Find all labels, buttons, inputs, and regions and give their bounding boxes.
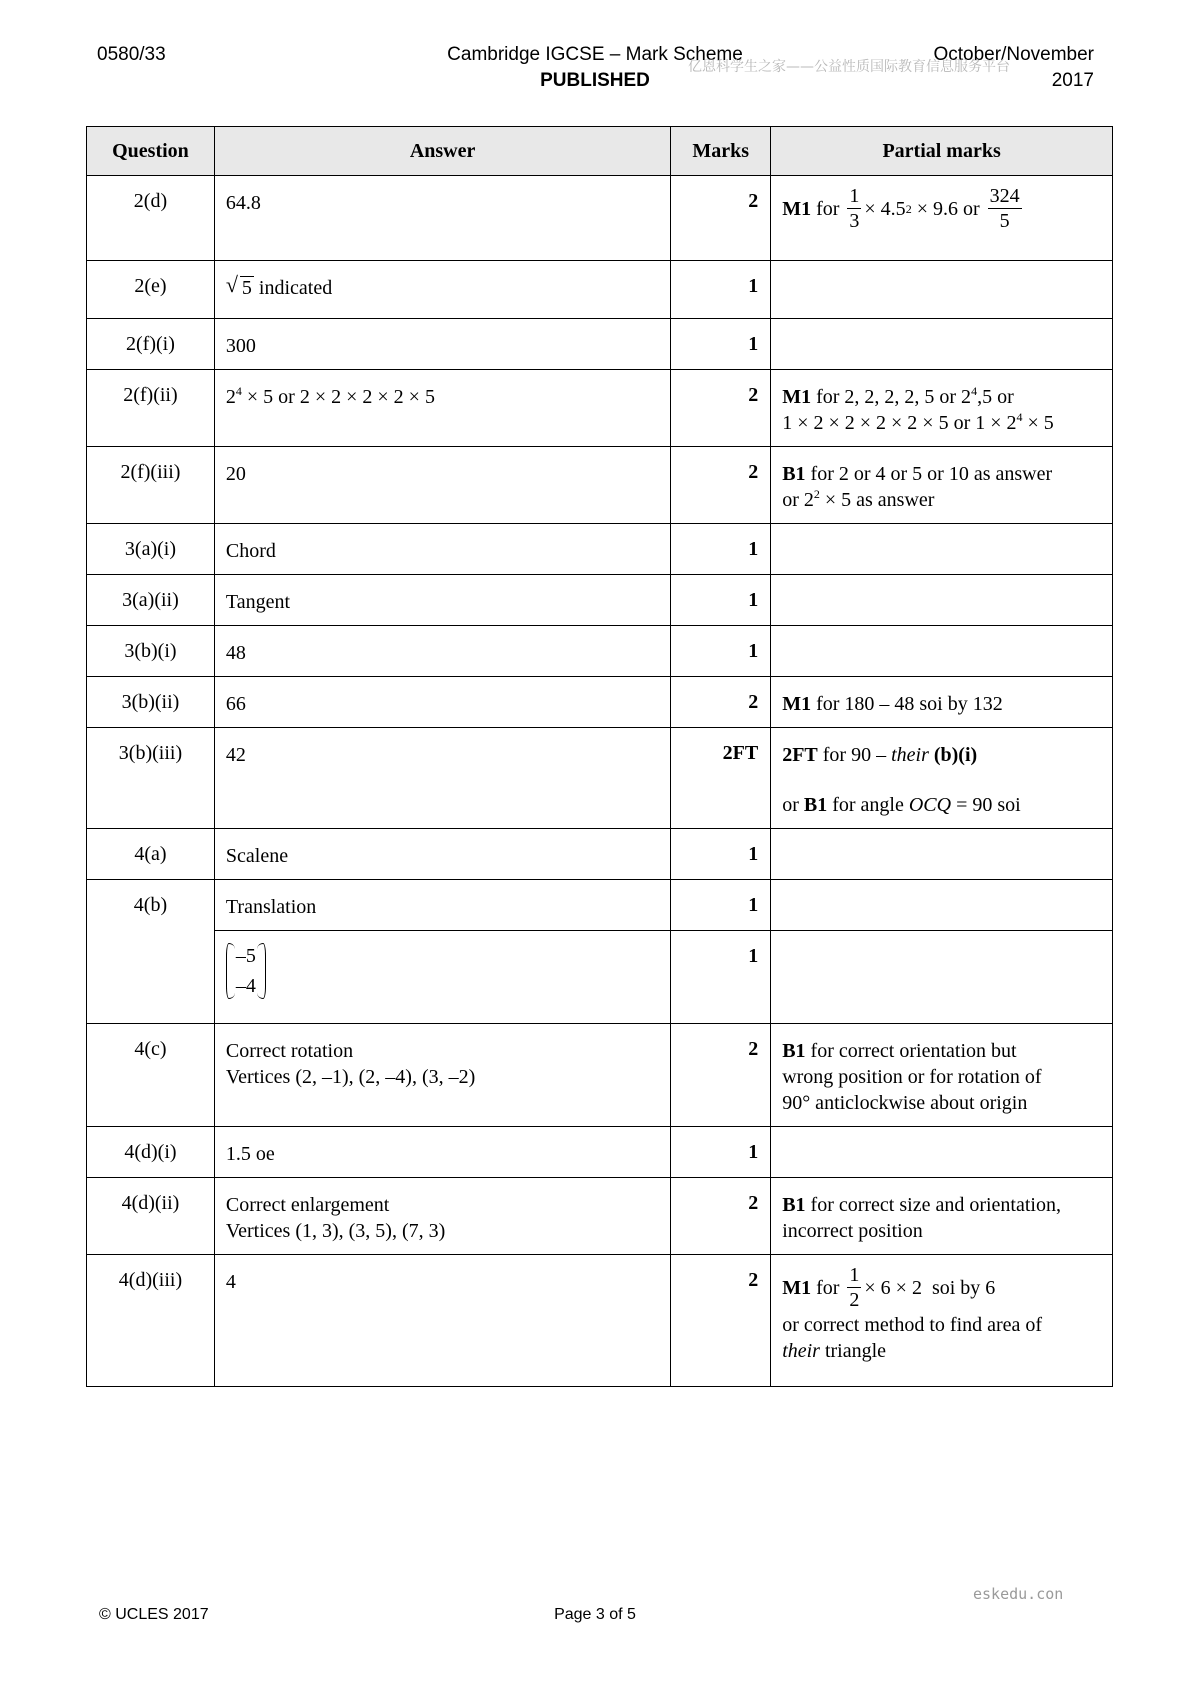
table-header-row — [87, 127, 1113, 176]
table-row — [87, 1127, 1113, 1178]
header-partial-marks: Partial marks — [771, 127, 1113, 176]
header-marks: Marks — [671, 127, 771, 176]
partial-marks-cell — [771, 829, 1113, 880]
partial-marks-cell — [771, 575, 1113, 626]
answer-cell — [214, 931, 670, 1024]
answer-cell: $2^4 \times 5$ or 2 × 2 × 2 × 2 × 5 — [214, 370, 670, 447]
marks-cell: 1 — [671, 261, 771, 319]
question-number: 4(a) — [87, 829, 215, 880]
answer-cell: Translation — [214, 880, 670, 931]
partial-marks-cell — [771, 880, 1113, 931]
answer-cell: 20 — [214, 447, 670, 524]
answer-cell: Tangent — [214, 575, 670, 626]
question-number: 2(d) — [87, 176, 215, 261]
table-row — [87, 1178, 1113, 1255]
answer-cell: 66 — [214, 677, 670, 728]
answer-cell: 42 — [214, 728, 670, 829]
marks-cell: 1 — [671, 829, 771, 880]
table-row — [87, 1024, 1113, 1127]
marks-cell: 1 — [671, 931, 771, 1024]
answer-cell: Chord — [214, 524, 670, 575]
table-row — [87, 575, 1113, 626]
question-number: 3(b)(iii) — [87, 728, 215, 829]
table-row — [87, 1255, 1113, 1387]
table-row — [87, 829, 1113, 880]
table-row — [87, 447, 1113, 524]
marks-cell: 2 — [671, 1255, 771, 1387]
question-number: 4(c) — [87, 1024, 215, 1127]
question-number: 2(f)(ii) — [87, 370, 215, 447]
mark-scheme-table — [86, 126, 1113, 1387]
partial-marks-cell: B1 for 2 or 4 or 5 or 10 as answer or $2^2 \times 5$ as answer — [771, 447, 1113, 524]
partial-marks-cell — [771, 261, 1113, 319]
question-number: 2(f)(iii) — [87, 447, 215, 524]
fraction: $\frac{324}{5}$ — [989, 185, 1020, 232]
partial-marks-cell: B1 for correct size and orientation, incorrect position — [771, 1178, 1113, 1255]
question-number: 3(a)(ii) — [87, 575, 215, 626]
marks-cell: 1 — [671, 319, 771, 370]
table-row — [87, 728, 1113, 829]
mark-code: M1 — [782, 197, 812, 220]
exam-session: October/November — [933, 44, 1094, 65]
question-number: 4(d)(iii) — [87, 1255, 215, 1387]
table-row — [87, 176, 1113, 261]
copyright: © UCLES 2017 — [99, 1606, 209, 1623]
marks-cell: 1 — [671, 626, 771, 677]
question-number: 4(d)(ii) — [87, 1178, 215, 1255]
fraction: $\frac{1}{3}$ — [849, 185, 860, 232]
partial-marks-cell — [771, 524, 1113, 575]
marks-cell: 1 — [671, 524, 771, 575]
column-vector: –5 –4 — [226, 941, 266, 1001]
table-row — [87, 931, 1113, 1024]
document-title: Cambridge IGCSE – Mark Scheme — [447, 44, 743, 65]
marks-cell: 1 — [671, 880, 771, 931]
paper-code: 0580/33 — [97, 44, 166, 65]
marks-cell: 2FT — [671, 728, 771, 829]
table-row — [87, 880, 1113, 931]
for-word: for — [816, 197, 840, 220]
partial-marks-cell: M1 for 2, 2, 2, 2, 5 or $2^4,5$ or 1 × 2 × 2 × 2 × 2 × 5 or $1 \times 2^4 \times 5$ — [771, 370, 1113, 447]
marks-cell: 2 — [671, 677, 771, 728]
answer-cell: 4 — [214, 1255, 670, 1387]
published-label: PUBLISHED — [540, 70, 650, 91]
marks-cell: 2 — [671, 1178, 771, 1255]
table-row — [87, 370, 1113, 447]
question-number: 3(b)(ii) — [87, 677, 215, 728]
header-answer: Answer — [214, 127, 670, 176]
answer-cell: √ 5 indicated — [214, 261, 670, 319]
answer-cell: Correct enlargement Vertices (1, 3), (3, 5), (7, 3) — [214, 1178, 670, 1255]
answer-cell: 64.8 — [214, 176, 670, 261]
answer-cell: Correct rotation Vertices (2, –1), (2, –4), (3, –2) — [214, 1024, 670, 1127]
partial-marks-cell: M1 for $\frac{1}{2}$ × 6 × 2 soi by 6 or correct method to find area of their triangle — [771, 1255, 1113, 1387]
table-row — [87, 626, 1113, 677]
question-number: 2(f)(i) — [87, 319, 215, 370]
question-number: 4(b) — [87, 880, 215, 1024]
partial-marks-cell — [771, 626, 1113, 677]
table-row — [87, 261, 1113, 319]
partial-marks-cell: M1 for $\frac{1}{3}$ × 4.5 2 × 9.6 or $\frac{324}{5}$ — [771, 176, 1113, 261]
marks-cell: 2 — [671, 176, 771, 261]
table-row — [87, 524, 1113, 575]
marks-cell: 2 — [671, 370, 771, 447]
watermark-text: 亿恩科学生之家——公益性质国际教育信息服务平台 — [688, 59, 1010, 75]
fraction: $\frac{1}{2}$ — [849, 1264, 860, 1311]
marks-cell: 1 — [671, 575, 771, 626]
table-row — [87, 319, 1113, 370]
site-watermark: eskedu.con — [973, 1585, 1064, 1603]
partial-marks-cell — [771, 931, 1113, 1024]
partial-marks-cell: M1 for 180 – 48 soi by 132 — [771, 677, 1113, 728]
partial-marks-cell — [771, 1127, 1113, 1178]
answer-cell: 1.5 oe — [214, 1127, 670, 1178]
exam-year: 2017 — [1051, 70, 1094, 91]
square-root: √ 5 — [225, 272, 252, 299]
table-row — [87, 677, 1113, 728]
partial-marks-cell — [771, 319, 1113, 370]
question-number: 4(d)(i) — [87, 1127, 215, 1178]
expression: × 4.5 — [864, 197, 906, 220]
partial-marks-cell: 2FT for 90 – their (b)(i) or B1 for angle OCQ = 90 soi — [771, 728, 1113, 829]
answer-cell: 300 — [214, 319, 670, 370]
page-number: Page 3 of 5 — [554, 1606, 636, 1623]
marks-cell: 2 — [671, 1024, 771, 1127]
partial-marks-cell: B1 for correct orientation but wrong position or for rotation of 90° anticlockwise about origin — [771, 1024, 1113, 1127]
header-question: Question — [87, 127, 215, 176]
answer-cell: 48 — [214, 626, 670, 677]
question-number: 2(e) — [87, 261, 215, 319]
marks-cell: 2 — [671, 447, 771, 524]
question-number: 3(a)(i) — [87, 524, 215, 575]
marks-cell: 1 — [671, 1127, 771, 1178]
answer-cell: Scalene — [214, 829, 670, 880]
question-number: 3(b)(i) — [87, 626, 215, 677]
